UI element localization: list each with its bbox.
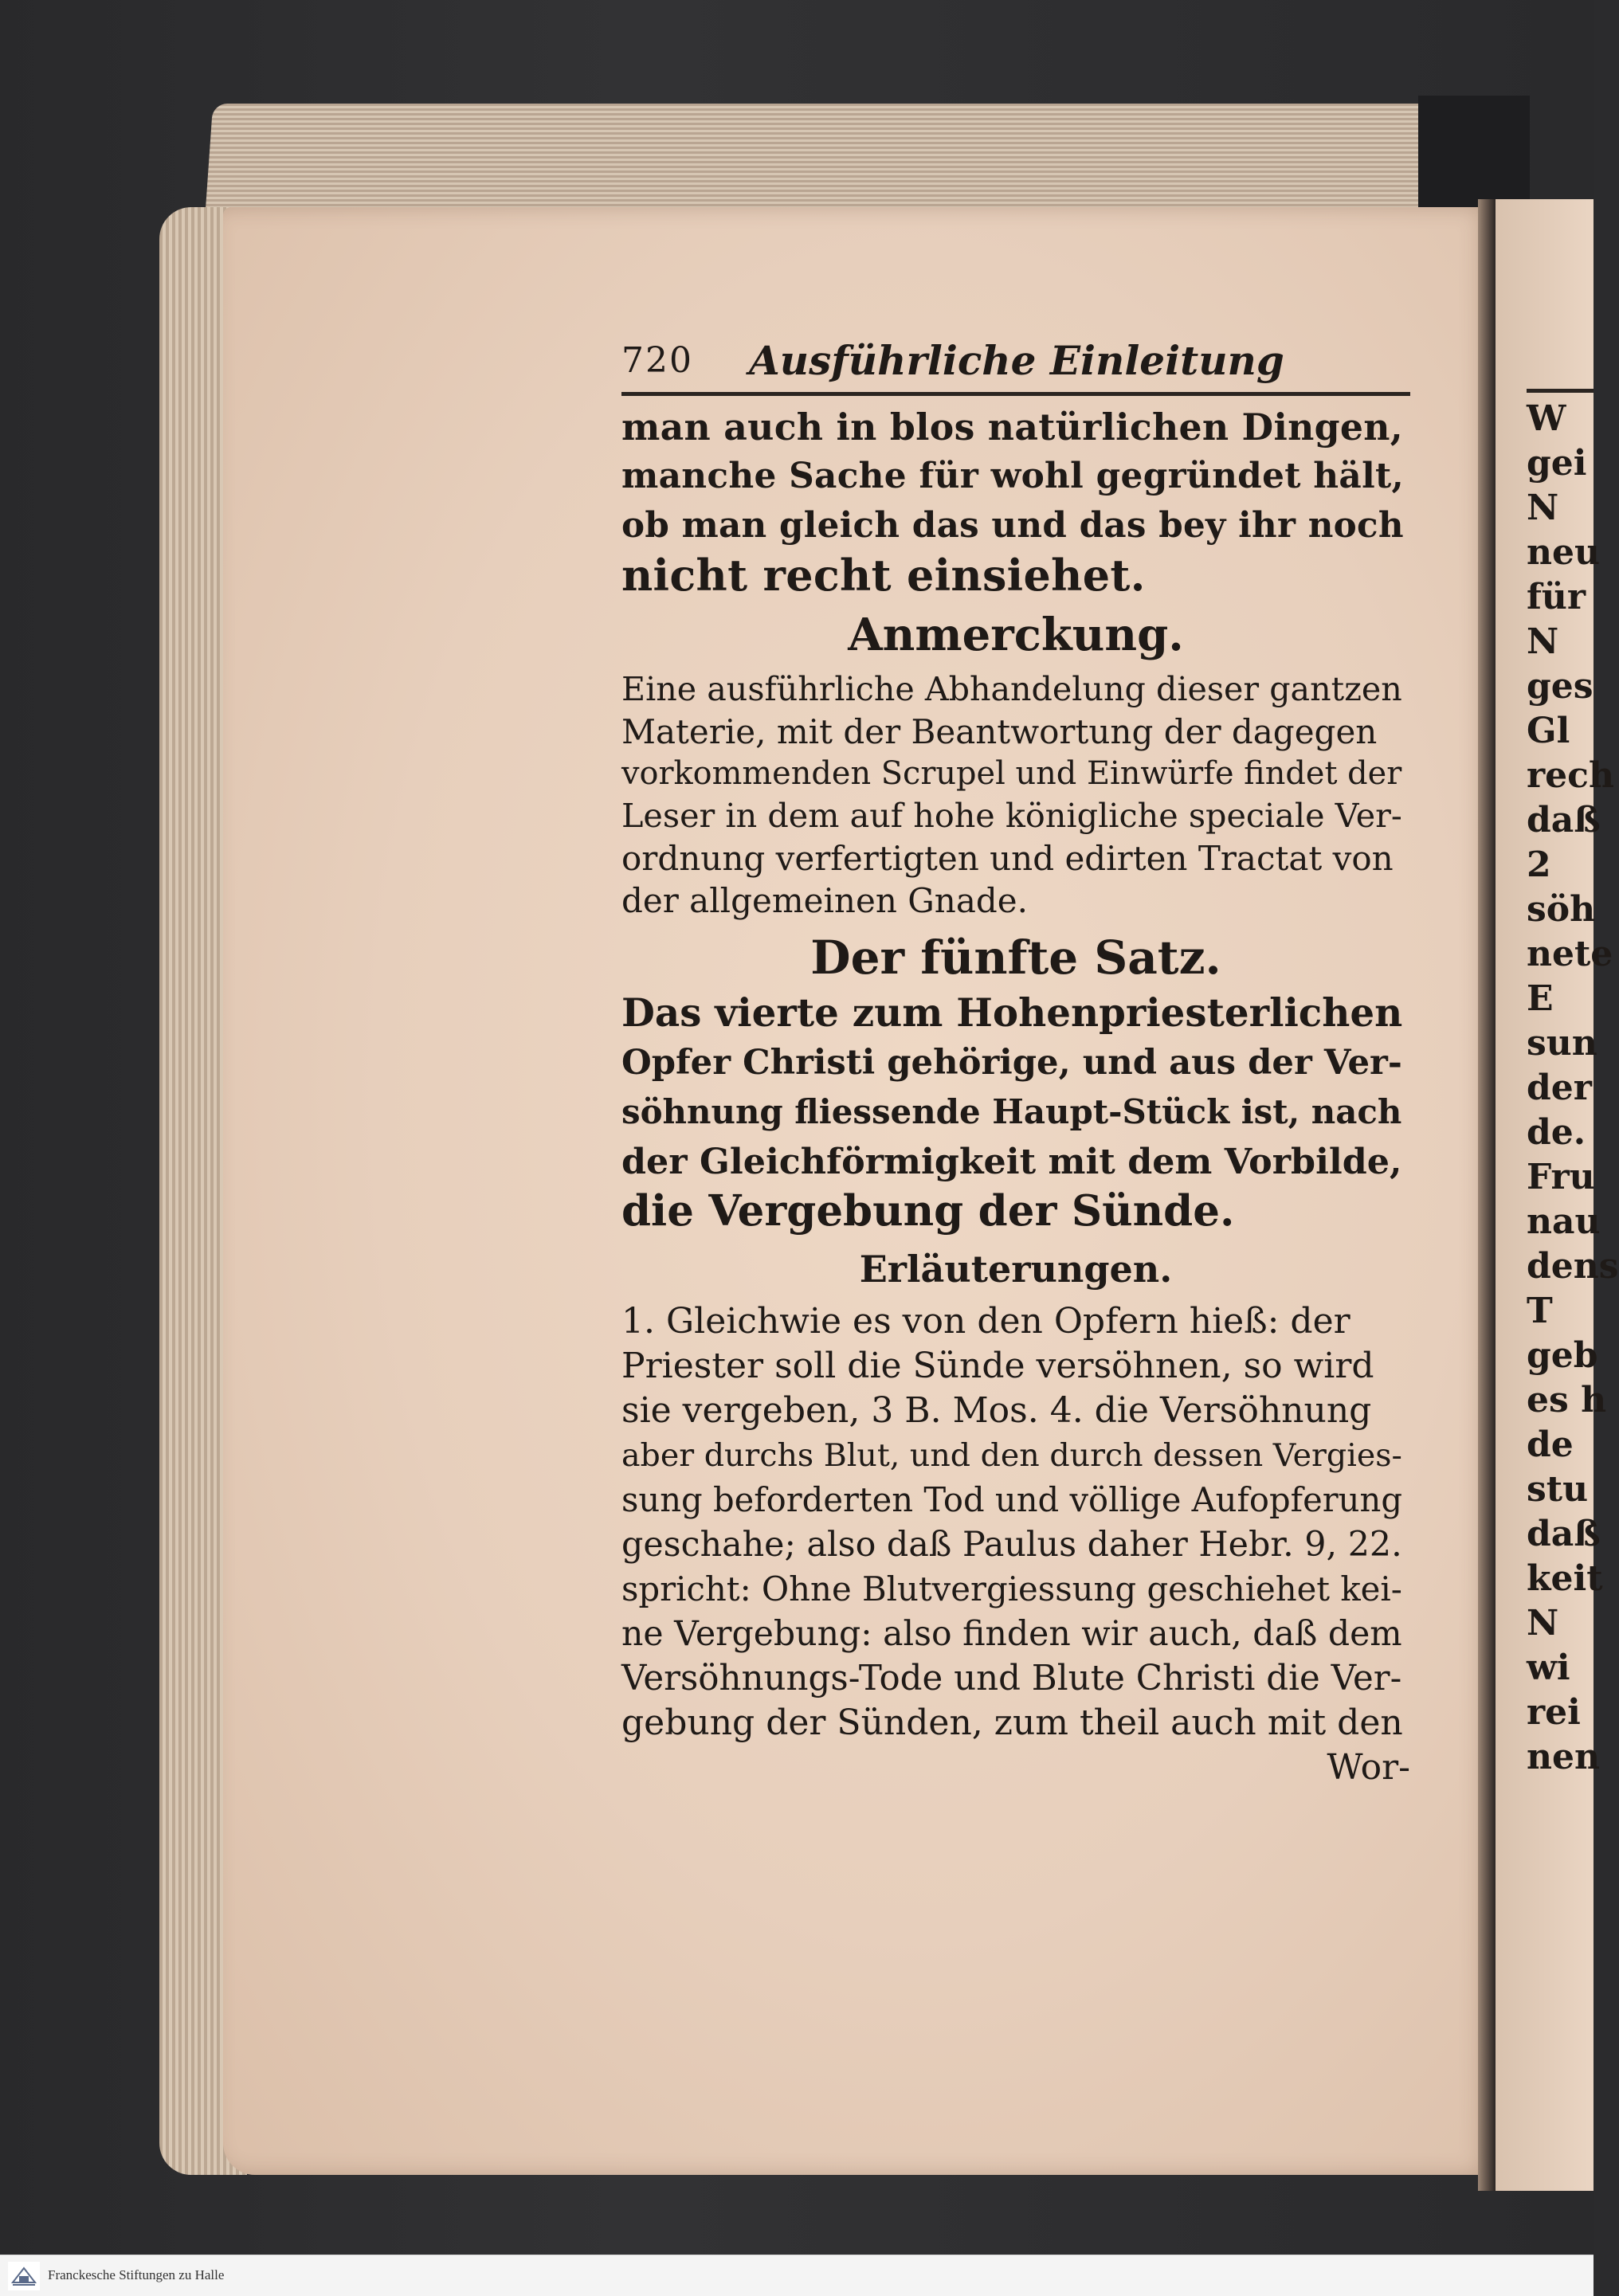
text-line: sie vergeben, 3 B. Mos. 4. die Versöhnung <box>621 1390 1372 1431</box>
catchword: Wor- <box>1327 1747 1410 1788</box>
facing-page-fragment: rei <box>1527 1692 1581 1733</box>
facing-page-fragment: geb <box>1527 1335 1598 1376</box>
header-rule <box>621 392 1410 396</box>
book-top-edge <box>205 104 1440 223</box>
text-line: ordnung verfertigten und edirten Tractat von <box>621 839 1394 878</box>
institution-name: Franckesche Stiftungen zu Halle <box>48 2267 225 2282</box>
facing-page-fragment: N <box>1527 621 1559 662</box>
text-line: Priester soll die Sünde versöhnen, so wird <box>621 1346 1374 1386</box>
text-line: vorkommenden Scrupel und Einwürfe findet der <box>621 755 1402 792</box>
facing-page-fragment: söh <box>1527 889 1596 930</box>
facing-page-fragment: ges <box>1527 666 1594 707</box>
facing-page-fragment: de <box>1527 1424 1574 1465</box>
facing-page-fragment: stu <box>1527 1469 1589 1510</box>
facing-page-fragment: keit <box>1527 1558 1603 1599</box>
text-line: der allgemeinen Gnade. <box>621 881 1028 920</box>
facing-page-fragment: neu <box>1527 532 1600 573</box>
text-line: sung beforderten Tod und völlige Aufopferung <box>621 1480 1402 1519</box>
page-number: 720 <box>621 340 693 381</box>
page-header <box>621 335 1410 387</box>
text-line: Materie, mit der Beantwortung der dagegen <box>621 712 1378 751</box>
facing-page-fragment: W <box>1527 398 1566 439</box>
facing-page-fragment: der <box>1527 1068 1592 1108</box>
explanation-heading: Erläuterungen. <box>859 1248 1173 1291</box>
facing-page-fragment: daß <box>1527 1514 1601 1554</box>
text-line: der Gleichförmigkeit mit dem Vorbilde, <box>621 1141 1402 1182</box>
facing-page-rule <box>1527 389 1594 393</box>
text-line: manche Sache für wohl gegründet hält, <box>621 456 1405 496</box>
facing-page-fragment: Fru <box>1527 1157 1595 1197</box>
facing-page-fragment: de. <box>1527 1112 1586 1153</box>
text-line: Das vierte zum Hohenpriesterlichen <box>621 991 1403 1036</box>
text-line: nicht recht einsiehet. <box>621 550 1146 601</box>
facing-page-fragment: 2 <box>1527 844 1551 885</box>
book-gutter <box>1478 199 1496 2191</box>
facing-page-fragment: wi <box>1527 1648 1570 1688</box>
explanation-paragraph <box>621 1299 1410 1746</box>
thesis-paragraph <box>621 989 1410 1236</box>
note-heading: Anmerckung. <box>848 609 1184 661</box>
text-line: spricht: Ohne Blutvergiessung geschiehet kei- <box>621 1569 1402 1608</box>
facing-page-fragment: N <box>1527 488 1559 528</box>
text-line: ne Vergebung: also finden wir auch, daß dem <box>621 1614 1402 1654</box>
text-line: söhnung fliessende Haupt-Stück ist, nach <box>621 1092 1402 1131</box>
facing-page-fragment: es h <box>1527 1380 1607 1420</box>
facing-page-fragment: nete <box>1527 934 1613 974</box>
running-head: Ausführliche Einleitung <box>749 337 1284 384</box>
facing-page-fragment: sun <box>1527 1023 1597 1064</box>
text-line: Versöhnungs-Tode und Blute Christi die Ver- <box>621 1659 1402 1698</box>
text-line: 1. Gleichwie es von den Opfern hieß: der <box>621 1301 1350 1342</box>
facing-page-fragment: E <box>1527 978 1554 1019</box>
facing-page-fragment: Gl <box>1527 711 1570 751</box>
text-line: aber durchs Blut, und den durch dessen Vergies- <box>621 1437 1402 1474</box>
facing-page-fragment: für <box>1527 577 1586 617</box>
text-line: geschahe; also daß Paulus daher Hebr. 9, 22. <box>621 1525 1402 1565</box>
facing-page-fragment: T <box>1527 1291 1553 1331</box>
text-line: Opfer Christi gehörige, und aus der Ver- <box>621 1042 1402 1083</box>
lead-paragraph <box>621 402 1410 600</box>
institution-logo-icon <box>8 2262 40 2290</box>
facing-page-fragment: dens <box>1527 1246 1619 1287</box>
facing-page-fragment: N <box>1527 1603 1559 1644</box>
text-line: Leser in dem auf hohe königliche speciale Ver- <box>621 797 1402 835</box>
text-line: Eine ausführliche Abhandelung dieser gantzen <box>621 670 1402 708</box>
facing-page-fragment: daß <box>1527 800 1601 840</box>
facing-page-text <box>1527 397 1619 1780</box>
text-line: die Vergebung der Sünde. <box>621 1186 1235 1236</box>
facing-page-fragment: gei <box>1527 443 1587 484</box>
text-line: man auch in blos natürlichen Dingen, <box>621 406 1403 449</box>
facing-page-fragment: nau <box>1527 1201 1601 1242</box>
note-paragraph <box>621 668 1410 922</box>
facing-page-fragment: nen <box>1527 1737 1600 1777</box>
page-text-block <box>621 335 1410 1790</box>
facing-page-fragment: rech <box>1527 755 1614 796</box>
text-line: gebung der Sünden, zum theil auch mit den <box>621 1702 1403 1743</box>
viewer-footer <box>0 2255 1594 2296</box>
text-line: ob man gleich das und das bey ihr noch <box>621 505 1404 546</box>
thesis-heading: Der fünfte Satz. <box>810 931 1221 985</box>
